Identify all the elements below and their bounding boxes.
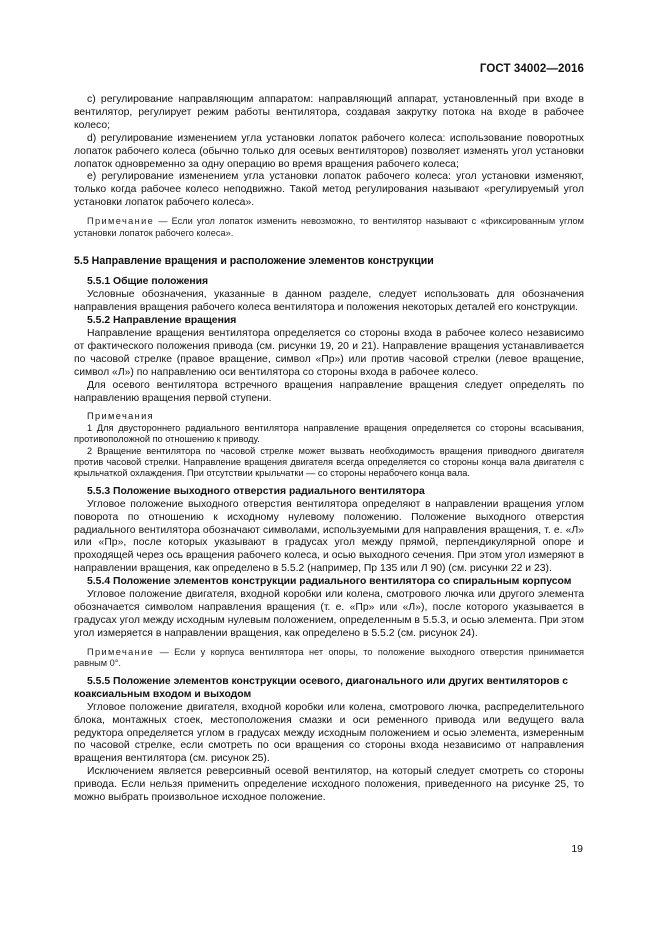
subsection-heading-5-5-4: 5.5.4 Положение элементов конструкции радиального вентилятора со спиральным корпусом bbox=[87, 576, 572, 588]
paragraph-5-5-1: Условные обозначения, указанные в данном разделе, следует использовать для обозначения направления вращения рабочего колеса вентилятора и положения некоторых деталей его конструкции. bbox=[74, 289, 584, 314]
paragraph-5-5-5-a: Угловое положение двигателя, входной коробки или колена, смотрового лючка, распределительного блока, монтажных стоек, местоположения смазки и оси ременного привода или ведущего вала редуктора определяется углом в градусах между исходным положением и осью элемента, измеренным по часовой стрелке, если смотреть по оси вращения со стороны входа независимо от направления вращения вентилятора (см. рисунок 25). bbox=[74, 701, 584, 765]
subsection-heading-5-5-1: 5.5.1 Общие положения bbox=[87, 276, 209, 288]
section-heading-5-5: 5.5 Направление вращения и расположение элементов конструкции bbox=[74, 255, 434, 268]
document-code-header: ГОСТ 34002—2016 bbox=[479, 63, 584, 75]
subsection-heading-5-5-3: 5.5.3 Положение выходного отверстия радиального вентилятора bbox=[87, 485, 425, 497]
notes-rotation bbox=[74, 411, 584, 479]
list-item-e: e) регулирование изменением угла установки лопаток рабочего колеса: угол установки изменяют, только когда рабочее колесо неподвижно. Такой метод регулирования называют «регулируемый угол установки лопаток рабочего колеса». bbox=[74, 171, 584, 209]
page-number: 19 bbox=[571, 843, 583, 855]
paragraph-5-5-5-b: Исключением является реверсивный осевой вентилятор, на который следует смотреть со стороны привода. Если нельзя применить определение исходного положения, приведенного на рисунке 25, то можно выбрать произвольное исходное положение. bbox=[74, 766, 584, 804]
page-content bbox=[74, 94, 584, 805]
note-text: — Если у корпуса вентилятора нет опоры, то положение выходного отверстия принимается равным 0°. bbox=[74, 646, 584, 669]
paragraph-5-5-3: Угловое положение выходного отверстия вентилятора определяют в направлении вращения углом поворота по отношению к исходному нулевому положению. Положение выходного отверстия радиального вентилятора обозначают символами, используемыми для направления вращения, т. е. «Л» или «Пр», после которых указывают в градусах угол между прямой, перпендикулярной опоре и проходящей через ось вращения рабочего колеса, и осью выходного сечения. При этом угол измеряют в направлении вращения, как определено в 5.5.2 (например, Пр 135 или Л 90) (см. рисунки 22 и 23). bbox=[74, 498, 584, 575]
subsection-heading-5-5-5: 5.5.5 Положение элементов конструкции осевого, диагонального или других вентиляторов с коаксиальным входом и выходом bbox=[74, 675, 569, 700]
paragraph-5-5-2-b: Для осевого вентилятора встречного вращения направление вращения следует определять по направлению вращения первой ступени. bbox=[74, 379, 584, 404]
subsection-heading-5-5-2: 5.5.2 Направление вращения bbox=[87, 315, 237, 327]
note-outlet-position bbox=[74, 647, 584, 670]
notes-title: Примечания bbox=[87, 411, 155, 422]
note-label: Примечание bbox=[87, 646, 155, 657]
paragraph-5-5-2-a: Направление вращения вентилятора определяется со стороны входа в рабочее колесо независимо от фактического положения привода (см. рисунки 19, 20 и 21). Направление вращения устанавливается по часовой стрелке (правое вращение, символ «Пр») или против часовой стрелки (левое вращение, символ «Л») по направлению оси вентилятора со стороны входа в рабочее колесо. bbox=[74, 327, 584, 378]
note-label: Примечание bbox=[87, 216, 155, 227]
note-item-1: 1 Для двустороннего радиального вентилятора направление вращения определяется со стороны всасывания, противоположной по отношению к приводу. bbox=[74, 422, 584, 445]
note-item-2: 2 Вращение вентилятора по часовой стрелке может вызвать необходимость вращения приводного двигателя против часовой стрелки. Направление вращения двигателя всегда определяется со стороны конца вала двигателя с крыльчаткой охлаждения. При отсутствии крыльчатки — со стороны нерабочего конца вала. bbox=[74, 445, 584, 479]
list-item-c: c) регулирование направляющим аппаратом: направляющий аппарат, установленный при входе в вентилятор, регулирует режим работы вентилятора, создавая закрутку потока на входе в рабочее колесо; bbox=[74, 94, 584, 131]
list-item-d: d) регулирование изменением угла установки лопаток рабочего колеса: использование поворотных лопаток рабочего колеса (обычно только для осевых вентиляторов) позволяет изменять угол установки лопаток одновременно за одну операцию во время вращения рабочего колеса; bbox=[74, 132, 584, 170]
note-text: — Если угол лопаток изменить невозможно, то вентилятор называют с «фиксированным углом установки лопаток рабочего колеса». bbox=[74, 216, 584, 238]
paragraph-5-5-4: Угловое положение двигателя, входной коробки или колена, смотрового лючка или другого элемента обозначается символом направления вращения (т. е. «Пр» или «Л»), после которого указывается в градусах угол между исходным нулевым положением, определенным в 5.5.3, и осью элемента. При этом угол измеряется в направлении вращения, как определено в 5.5.2 (см. рисунок 24). bbox=[74, 589, 584, 639]
note-blade-angle bbox=[74, 216, 584, 239]
